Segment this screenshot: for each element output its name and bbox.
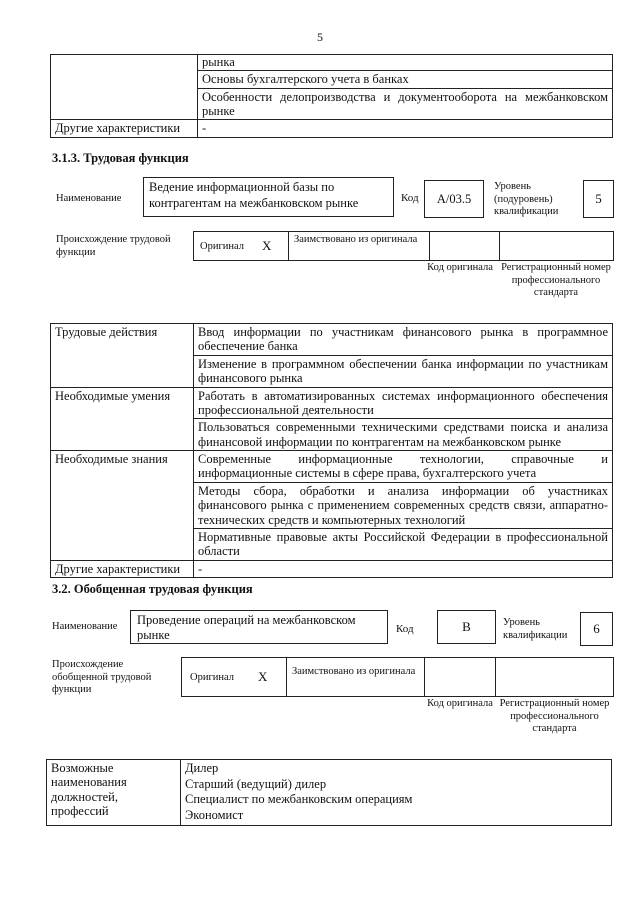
divider <box>499 231 500 261</box>
labor-function-table-313 <box>50 323 613 578</box>
divider <box>495 657 496 697</box>
level-value-313: 5 <box>583 180 614 218</box>
code-label-32: Код <box>396 623 414 635</box>
positions-table <box>46 759 612 826</box>
list-item: Экономист <box>185 807 244 822</box>
other-characteristics-label: Другие характеристики <box>51 120 198 137</box>
reg-number-caption-313: Регистрационный номер профессионального стандарта <box>501 262 611 299</box>
table-row: Ввод информации по участникам финансового рынка в программное обеспечение банка <box>194 324 613 356</box>
section-heading-32: 3.2. Обобщенная трудовая функция <box>52 582 253 596</box>
level-label-32: Уровень квалификации <box>503 617 568 641</box>
list-item: Старший (ведущий) дилер <box>185 776 327 791</box>
positions-list <box>181 760 612 826</box>
table-row: Изменение в программном обеспечении банка информации по участникам финансового рынка <box>194 355 613 387</box>
top-table <box>50 54 613 138</box>
table-row: рынка <box>198 55 613 71</box>
table-row: Работать в автоматизированных системах информационного обеспечения профессиональной деятельности <box>194 387 613 419</box>
divider <box>288 231 289 261</box>
code-original-caption-313: Код оригинала <box>427 262 493 273</box>
table-row: Нормативные правовые акты Российской Федерации в профессиональной области <box>194 528 613 560</box>
code-label-313: Код <box>401 192 419 204</box>
labor-actions-label: Трудовые действия <box>51 324 194 388</box>
original-mark-313: X <box>262 238 272 253</box>
empty-cell <box>51 55 198 120</box>
positions-label: Возможные наименования должностей, профессий <box>47 760 181 826</box>
original-label-313: Оригинал <box>200 241 244 252</box>
original-label-32: Оригинал <box>190 672 234 683</box>
name-label-32: Наименование <box>52 621 118 632</box>
name-value-313: Ведение информационной базы по контрагентам на межбанковском рынке <box>143 177 394 217</box>
skills-label: Необходимые умения <box>51 387 194 451</box>
origin-box-32 <box>181 657 614 697</box>
name-value-32: Проведение операций на межбанковском рынке <box>130 610 388 644</box>
table-row: Современные информационные технологии, справочные и информационные системы в сфере права, бухгалтерского учета <box>194 451 613 483</box>
section-heading-313: 3.1.3. Трудовая функция <box>52 151 189 165</box>
divider <box>424 657 425 697</box>
borrowed-label-32: Заимствовано из оригинала <box>292 666 416 677</box>
divider <box>286 657 287 697</box>
divider <box>429 231 430 261</box>
name-label-313: Наименование <box>56 193 122 204</box>
code-value-313: А/03.5 <box>424 180 484 218</box>
level-value-32: 6 <box>580 612 613 646</box>
origin-label-313: Происхождение трудовой функции <box>56 234 171 258</box>
table-row: Пользоваться современными техническими средствами поиска и анализа финансовой информации по контрагентам на межбанковском рынке <box>194 419 613 451</box>
original-mark-32: X <box>258 669 268 684</box>
origin-label-32: Происхождение обобщенной трудовой функции <box>52 659 152 696</box>
code-original-caption-32: Код оригинала <box>427 698 493 709</box>
borrowed-label-313: Заимствовано из оригинала <box>294 234 418 245</box>
other-characteristics-label: Другие характеристики <box>51 560 194 577</box>
list-item: Дилер <box>185 761 219 775</box>
reg-number-caption-32: Регистрационный номер профессионального стандарта <box>499 698 610 735</box>
knowledge-label: Необходимые знания <box>51 451 194 561</box>
page-number: 5 <box>317 30 323 44</box>
code-value-32: В <box>437 610 496 644</box>
other-characteristics-value: - <box>194 560 613 577</box>
other-characteristics-value: - <box>198 120 613 137</box>
origin-box-313 <box>193 231 614 261</box>
table-row: Методы сбора, обработки и анализа информации об участниках финансового рынка с применением современных средств связи, аппаратно-технических средств и компьютерных технологий <box>194 482 613 528</box>
table-row: Особенности делопроизводства и документооборота на межбанковском рынке <box>198 88 613 120</box>
table-row: Основы бухгалтерского учета в банках <box>198 71 613 88</box>
level-label-313: Уровень (подуровень) квалификации <box>494 181 559 218</box>
list-item: Специалист по межбанковским операциям <box>185 792 413 807</box>
